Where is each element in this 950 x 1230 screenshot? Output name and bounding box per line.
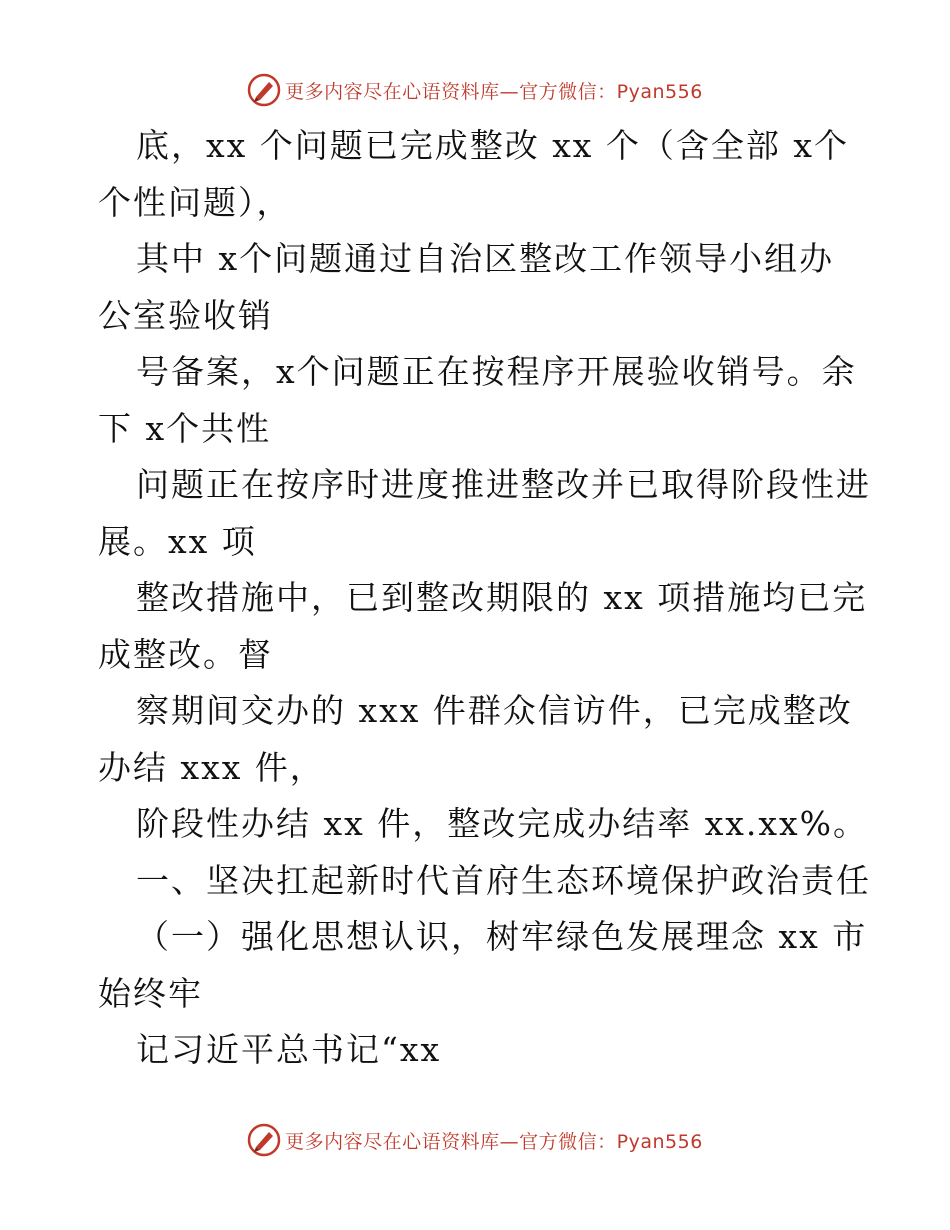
text-line: 始终牢 bbox=[98, 973, 203, 1013]
text-line: 号备案，x个问题正在按程序开展验收销号。余 bbox=[136, 352, 857, 391]
text-line: 成整改。督 bbox=[98, 634, 273, 674]
banner-text: 更多内容尽在心语资料库—官方微信：Pyan556 bbox=[285, 80, 703, 103]
text-line: 阶段性办结 xx 件，整改完成办结率 xx.xx%。 bbox=[136, 804, 868, 843]
text-line: 其中 x个问题通过自治区整改工作领导小组办 bbox=[136, 239, 835, 278]
subsection-heading: （一）强化思想认识，树牢绿色发展理念 xx 市 bbox=[136, 917, 868, 956]
pen-logo-icon bbox=[247, 73, 281, 107]
banner-text: 更多内容尽在心语资料库—官方微信：Pyan556 bbox=[285, 1130, 703, 1153]
text-line: 整改措施中，已到整改期限的 xx 项措施均已完 bbox=[136, 578, 868, 617]
text-line: 记习近平总书记“xx bbox=[136, 1030, 442, 1069]
document-body bbox=[98, 118, 871, 1079]
text-line: 办结 xxx 件， bbox=[98, 747, 325, 787]
text-line: 察期间交办的 xxx 件群众信访件，已完成整改 bbox=[136, 691, 853, 730]
pen-logo-icon bbox=[247, 1123, 281, 1157]
section-heading: 一、坚决扛起新时代首府生态环境保护政治责任 bbox=[136, 860, 871, 900]
text-line: 公室验收销 bbox=[98, 295, 273, 335]
text-line: 个性问题）， bbox=[98, 182, 292, 222]
text-line: 下 x个共性 bbox=[98, 408, 272, 448]
footer-banner bbox=[0, 1120, 950, 1160]
text-line: 底，xx 个问题已完成整改 xx 个（含全部 x个 bbox=[136, 126, 850, 165]
text-line: 问题正在按序时进度推进整改并已取得阶段性进 bbox=[136, 465, 871, 504]
header-banner bbox=[0, 70, 950, 110]
text-line: 展。xx 项 bbox=[98, 521, 257, 561]
